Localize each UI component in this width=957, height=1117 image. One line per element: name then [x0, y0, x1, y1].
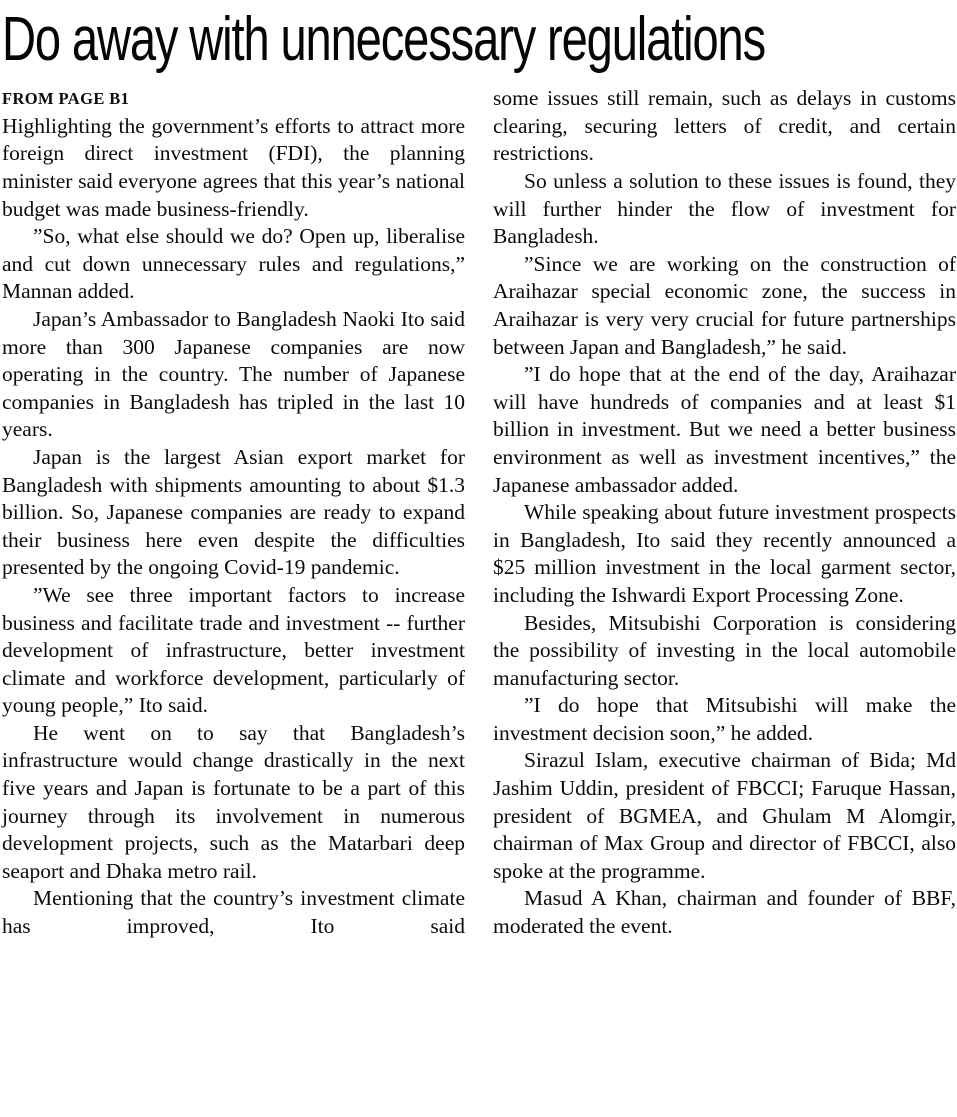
article-paragraph: ”I do hope that at the end of the day, Araihazar will have hundreds of companies and at least $1 billion in investment. But we need a better business environment as well as investment incentives,” the Japanese ambassador added.	[493, 362, 956, 497]
article-paragraph: Sirazul Islam, executive chairman of Bida; Md Jashim Uddin, president of FBCCI; Faruque Hassan, president of BGMEA, and Ghulam M Alomgir, chairman of Max Group and director of FBCCI, also spoke at the programme.	[493, 748, 956, 883]
article-paragraph: ”We see three important factors to increase business and facilitate trade and investment -- further development of infrastructure, better investment climate and workforce development, particularly of young people,” Ito said.	[2, 582, 465, 718]
article-paragraph: Masud A Khan, chairman and founder of BBF, moderated the event.	[493, 886, 956, 939]
article-column-left	[2, 85, 465, 940]
article-paragraph: Besides, Mitsubishi Corporation is considering the possibility of investing in the local automobile manufacturing sector.	[493, 610, 956, 690]
article-paragraph: Japan’s Ambassador to Bangladesh Naoki Ito said more than 300 Japanese companies are now operating in the country. The number of Japanese companies in Bangladesh has tripled in the last 10 years.	[2, 306, 465, 442]
article-paragraph: Mentioning that the country’s investment climate has improved, Ito said	[2, 886, 465, 939]
article-paragraph: While speaking about future investment prospects in Bangladesh, Ito said they recently announced a $25 million investment in the local garment sector, including the Ishwardi Export Processing Zone.	[493, 500, 956, 607]
article-column-right	[493, 85, 956, 940]
article-headline	[2, 5, 956, 74]
article-paragraph: Japan is the largest Asian export market for Bangladesh with shipments amounting to about $1.3 billion. So, Japanese companies are ready to expand their business here even despite the difficulties presented by the ongoing Covid-19 pandemic.	[2, 444, 465, 580]
article-paragraph: some issues still remain, such as delays in customs clearing, securing letters of credit, and certain restrictions.	[493, 86, 956, 166]
article-paragraph: Highlighting the government’s efforts to attract more foreign direct investment (FDI), the planning minister said everyone agrees that this year’s national budget was made business-friendly.	[2, 113, 465, 221]
article-headline-text: Do away with unnecessary regulations	[2, 5, 766, 74]
article-paragraph: He went on to say that Bangladesh’s infrastructure would change drastically in the next five years and Japan is fortunate to be a part of this journey through its involvement in numerous development projects, such as the Matarbari deep seaport and Dhaka metro rail.	[2, 720, 465, 883]
article-paragraph: ”I do hope that Mitsubishi will make the investment decision soon,” he added.	[493, 693, 956, 745]
article-paragraph: ”Since we are working on the construction of Araihazar special economic zone, the success in Araihazar is very very crucial for future partnerships between Japan and Bangladesh,” he said.	[493, 251, 956, 359]
kicker: FROM PAGE B1	[2, 89, 130, 109]
article-paragraph: ”So, what else should we do? Open up, liberalise and cut down unnecessary rules and regulations,” Mannan added.	[2, 224, 465, 304]
article-body	[2, 85, 956, 940]
article-paragraph: So unless a solution to these issues is found, they will further hinder the flow of investment for Bangladesh.	[493, 169, 956, 249]
